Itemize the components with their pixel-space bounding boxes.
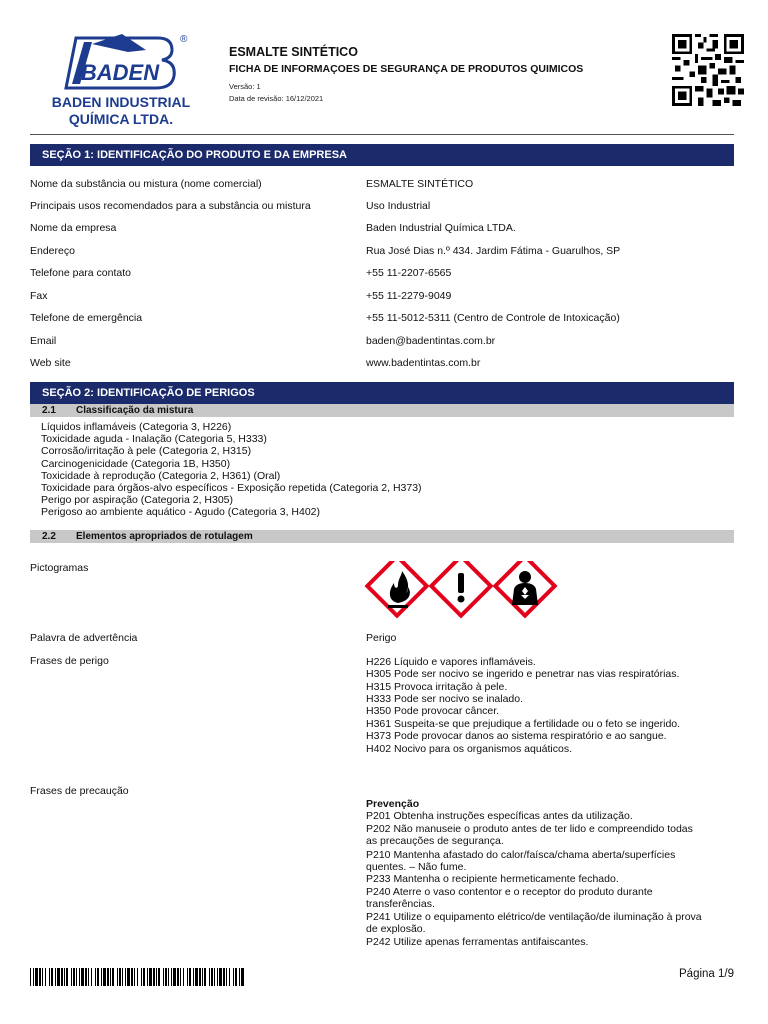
- subsection-2-2-title: Elementos apropriados de rotulagem: [76, 531, 253, 542]
- precaution-line: quentes. – Não fume.: [366, 861, 467, 873]
- company-label: Nome da empresa: [30, 222, 117, 234]
- precaution-line: P201 Obtenha instruções específicas antes da utilização.: [366, 810, 633, 822]
- signal-word-value: Perigo: [366, 632, 397, 644]
- precaution-label: Frases de precaução: [30, 785, 129, 797]
- hazard-statement: H361 Suspeita-se que prejudique a fertilidade ou o feto se ingerido.: [366, 718, 681, 730]
- document-version: Versão: 1: [229, 82, 261, 91]
- fax-label: Fax: [30, 290, 48, 302]
- classification-item: Toxicidade à reprodução (Categoria 2, H361) (Oral): [41, 470, 281, 482]
- classification-item: Carcinogenicidade (Categoria 1B, H350): [41, 458, 231, 470]
- hazard-statement: H305 Pode ser nocivo se ingerido e penetrar nas vias respiratórias.: [366, 668, 680, 680]
- svg-text:®: ®: [180, 34, 188, 45]
- section2-title: SEÇÃO 2: IDENTIFICAÇÃO DE PERIGOS: [42, 387, 255, 399]
- hazard-statement: H402 Nocivo para os organismos aquáticos.: [366, 743, 573, 755]
- prevention-heading: Prevenção: [366, 798, 420, 810]
- revision-date: Data de revisão: 16/12/2021: [229, 94, 324, 103]
- company-name: [40, 94, 202, 128]
- precaution-line: P242 Utilize apenas ferramentas antifaiscantes.: [366, 936, 589, 948]
- precaution-line: P210 Mantenha afastado do calor/faísca/chama aberta/superfícies: [366, 849, 676, 861]
- subsection-2-1: [30, 404, 734, 417]
- product-name-value: ESMALTE SINTÉTICO: [366, 178, 474, 190]
- qr-code-icon: [670, 34, 746, 106]
- signal-word-label: Palavra de advertência: [30, 632, 138, 644]
- page-number: Página 1/9: [679, 968, 734, 980]
- subsection-2-2-number: 2.2: [42, 531, 56, 542]
- exclamation-pictogram-icon: [431, 561, 490, 616]
- classification-item: Perigoso ao ambiente aquático - Agudo (Categoria 3, H402): [41, 506, 321, 518]
- address-value: Rua José Dias n.º 434. Jardim Fátima - Guarulhos, SP: [366, 245, 621, 257]
- classification-item: Líquidos inflamáveis (Categoria 3, H226): [41, 421, 232, 433]
- ghs-pictograms: [364, 561, 558, 625]
- fax-value: +55 11-2279-9049: [366, 290, 452, 302]
- company-name-line2: QUÍMICA LTDA.: [68, 111, 174, 127]
- phone-label: Telefone para contato: [30, 267, 131, 279]
- subsection-2-1-title: Classificação da mistura: [76, 405, 194, 416]
- classification-item: Toxicidade para órgãos-alvo específicos - Exposição repetida (Categoria 2, H373): [41, 482, 422, 494]
- precaution-line: P241 Utilize o equipamento elétrico/de ventilação/de iluminação à prova: [366, 911, 702, 923]
- precaution-line: P202 Não manuseie o produto antes de ter lido e compreendido todas: [366, 823, 693, 835]
- flame-pictogram-icon: [367, 561, 426, 616]
- hazard-statement: H373 Pode provocar danos ao sistema respiratório e ao sangue.: [366, 730, 667, 742]
- hazard-statement: H315 Provoca irritação à pele.: [366, 681, 508, 693]
- section2-header: [30, 382, 734, 404]
- company-logo: [62, 30, 188, 154]
- email-label: Email: [30, 335, 57, 347]
- precaution-line: P233 Mantenha o recipiente hermeticamente fechado.: [366, 873, 619, 885]
- hazard-statement: H226 Líquido e vapores inflamáveis.: [366, 656, 536, 668]
- subsection-2-1-number: 2.1: [42, 405, 56, 416]
- email-value[interactable]: baden@badentintas.com.br: [366, 335, 496, 347]
- pictograms-label: Pictogramas: [30, 562, 89, 574]
- document-title: ESMALTE SINTÉTICO: [229, 45, 358, 59]
- phone-value: +55 11-2207-6565: [366, 267, 452, 279]
- barcode-icon: [30, 968, 246, 986]
- baden-logo-icon: [62, 30, 188, 94]
- website-label: Web site: [30, 357, 71, 369]
- website-value[interactable]: www.badentintas.com.br: [366, 357, 481, 369]
- company-name-line1: BADEN INDUSTRIAL: [51, 94, 191, 110]
- section1-header: [30, 144, 734, 166]
- classification-item: Perigo por aspiração (Categoria 2, H305): [41, 494, 234, 506]
- product-name-label: Nome da substância ou mistura (nome comercial): [30, 178, 262, 190]
- emergency-phone-value: +55 11-5012-5311 (Centro de Controle de Intoxicação): [366, 312, 620, 324]
- hazard-statements-label: Frases de perigo: [30, 655, 109, 667]
- header-divider: [30, 134, 734, 135]
- subsection-2-2: [30, 530, 734, 543]
- company-value: Baden Industrial Química LTDA.: [366, 222, 516, 234]
- precaution-line: transferências.: [366, 898, 435, 910]
- hazard-statement: H350 Pode provocar câncer.: [366, 705, 500, 717]
- precaution-line: as precauções de segurança.: [366, 835, 504, 847]
- emergency-phone-label: Telefone de emergência: [30, 312, 143, 324]
- classification-item: Corrosão/irritação à pele (Categoria 2, H315): [41, 445, 252, 457]
- precaution-line: P240 Aterre o vaso contentor e o receptor do produto durante: [366, 886, 653, 898]
- health-hazard-pictogram-icon: [495, 561, 554, 616]
- uses-value: Uso Industrial: [366, 200, 431, 212]
- section1-title: SEÇÃO 1: IDENTIFICAÇÃO DO PRODUTO E DA EMPRESA: [42, 149, 347, 161]
- hazard-statement: H333 Pode ser nocivo se inalado.: [366, 693, 524, 705]
- address-label: Endereço: [30, 245, 75, 257]
- precaution-line: de explosão.: [366, 923, 426, 935]
- document-subtitle: FICHA DE INFORMAÇOES DE SEGURANÇA DE PRODUTOS QUIMICOS: [229, 63, 584, 75]
- uses-label: Principais usos recomendados para a substância ou mistura: [30, 200, 311, 212]
- logo-text: BADEN: [80, 60, 160, 85]
- classification-item: Toxicidade aguda - Inalação (Categoria 5, H333): [41, 433, 267, 445]
